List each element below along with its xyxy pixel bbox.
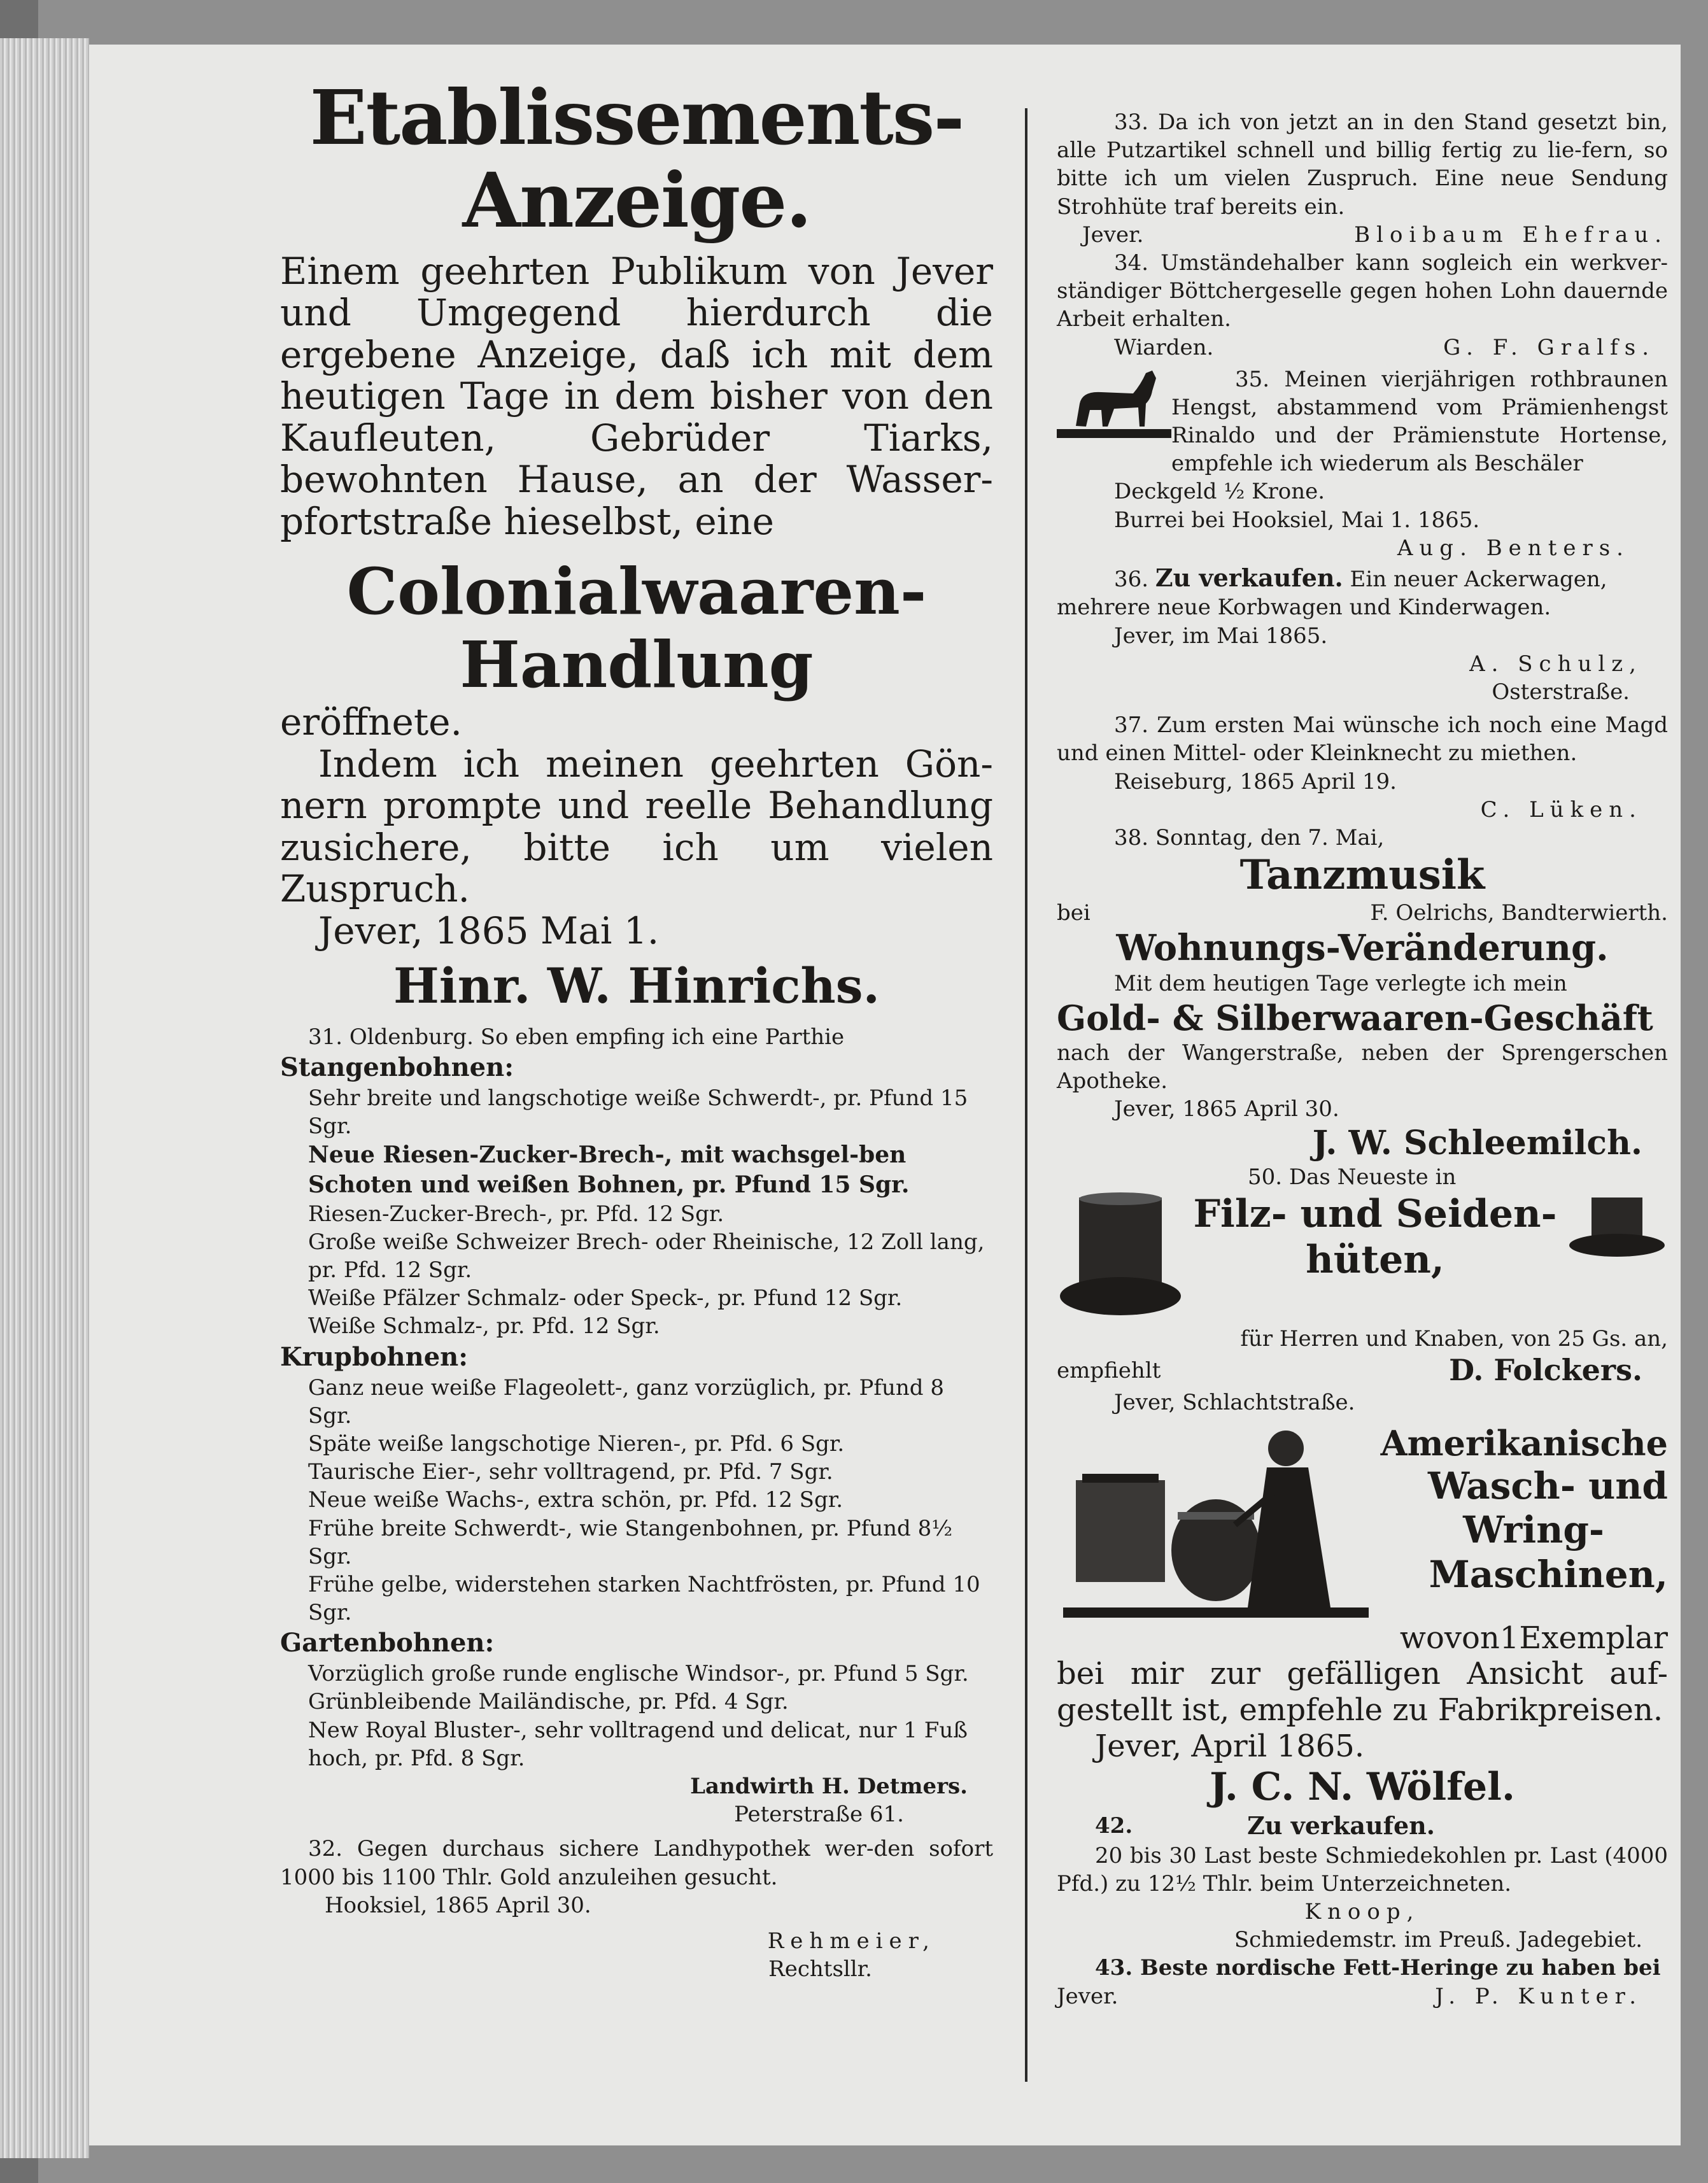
ad38-bei: bei (1057, 900, 1090, 926)
ad37-place: Reiseburg, 1865 April 19. (1114, 768, 1397, 795)
ad36-text: Ein neuer Ackerwagen, mehrere neue Korbwagen und Kinderwagen. (1057, 567, 1607, 621)
opened-text: eröffnete. (280, 700, 462, 744)
ad35-signature: Aug. Benters. (1397, 535, 1630, 561)
ad35-text: 35. Meinen vierjährigen rothbraunen Hengst, abstammend vom Prämienhengst Rinaldo und der Prämienstute Hortense, empfehle ich wiederum als Beschäler (1171, 366, 1668, 477)
establishment-signature: Hinr. W. Hinrichs. (393, 957, 880, 1014)
washing-machine-illustration (1057, 1423, 1375, 1620)
ad42-signature: Knoop, (1304, 1899, 1420, 1925)
ad50-place: Jever, Schlachtstraße. (1114, 1389, 1355, 1415)
wv-business: Gold- & Silberwaaren-Geschäft (1057, 998, 1653, 1039)
ad50-signature: D. Folckers. (1449, 1353, 1642, 1388)
stangen-item: Sehr breite und langschotige weiße Schwerdt-, pr. Pfund 15 Sgr. (308, 1085, 968, 1139)
ad50-headline2: hüten, (1306, 1238, 1444, 1283)
ad32-title: Rechtsllr. (768, 1956, 872, 1982)
stangen-item: Große weiße Schweizer Brech- oder Rheinische, 12 Zoll lang, pr. Pfd. 12 Sgr. (308, 1229, 985, 1283)
ad32-text: 32. Gegen durchaus sichere Landhypothek wer-den sofort 1000 bis 1100 Thlr. Gold anzuleihen gesucht. (280, 1836, 993, 1890)
ad50-empfiehlt: empfiehlt (1057, 1357, 1161, 1383)
ad36-signature: A. Schulz, (1469, 651, 1642, 677)
ad42-number: 42. (1095, 1812, 1133, 1839)
krup-item: Späte weiße langschotige Nieren-, pr. Pfd. 6 Sgr. (308, 1431, 845, 1457)
column-divider (1025, 108, 1027, 2082)
ad32-place: Hooksiel, 1865 April 30. (325, 1892, 591, 1918)
top-hat-icon (1057, 1191, 1184, 1325)
ad43-text: 43. Beste nordische Fett-Heringe zu haben bei (1095, 1955, 1661, 1981)
ad38-tanzmusik: Tanzmusik (1239, 851, 1485, 900)
krup-item: Frühe breite Schwerdt-, wie Stangenbohnen, pr. Pfund 8½ Sgr. (308, 1515, 953, 1569)
ad36-text-line (1057, 562, 1668, 622)
promise-text: Indem ich meinen geehrten Gön-nern prompte und reelle Behandlung zusichere, bitte ich um vielen Zuspruch. (280, 742, 993, 911)
krup-item: Frühe gelbe, widerstehen starken Nachtfrösten, pr. Pfund 10 Sgr. (308, 1571, 980, 1626)
wv-signature: J. W. Schleemilch. (1312, 1123, 1642, 1162)
ad38-text: 38. Sonntag, den 7. Mai, (1114, 824, 1385, 851)
wring-line1: Amerikanische (1380, 1422, 1668, 1464)
ad37-text: 37. Zum ersten Mai wünsche ich noch eine Magd und einen Mittel- oder Kleinknecht zu miethen. (1057, 712, 1668, 767)
wring-text: bei mir zur gefälligen Ansicht auf-gestellt ist, empfehle zu Fabrikpreisen. (1057, 1656, 1668, 1728)
krup-item: Ganz neue weiße Flageolett-, ganz vorzüglich, pr. Pfund 8 Sgr. (308, 1374, 944, 1429)
ad33-place: Jever. (1082, 222, 1144, 248)
heading-gartenbohnen: Gartenbohnen: (280, 1628, 495, 1658)
wring-signature: J. C. N. Wölfel. (1210, 1765, 1515, 1810)
wring-line5: wovon1Exemplar (1399, 1620, 1668, 1656)
ad50-headline1: Filz- und Seiden- (1193, 1192, 1557, 1237)
right-column (1057, 108, 1668, 2010)
small-hat-icon (1566, 1191, 1668, 1268)
establishment-date: Jever, 1865 Mai 1. (318, 908, 660, 952)
ad35-fee: Deckgeld ½ Krone. (1114, 479, 1325, 505)
ad35-place: Burrei bei Hooksiel, Mai 1. 1865. (1114, 507, 1480, 533)
wring-place: Jever, April 1865. (1095, 1728, 1365, 1764)
shop-name-line1: Colonialwaaren- (346, 554, 927, 630)
ad36-number: 36. (1114, 567, 1149, 592)
establishment-intro: Einem geehrten Publikum von Jever und Umgegend hierdurch die ergebene Anzeige, daß ich mit dem heutigen Tage in dem bisher von den Kaufleuten, Gebrüder Tiarks, bewohnten Hause, an der Wasser-pfortstraße hieselbst, eine (280, 249, 993, 543)
ad33-signature: Bloibaum Ehefrau. (1354, 222, 1668, 248)
krup-item: Taurische Eier-, sehr volltragend, pr. Pfd. 7 Sgr. (308, 1459, 833, 1485)
stangen-item: Neue Riesen-Zucker-Brech-, mit wachsgel-ben Schoten und weißen Bohnen, pr. Pfund 15 Sgr. (308, 1141, 910, 1198)
wv-heading: Wohnungs-Veränderung. (1116, 926, 1609, 969)
garten-item: Grünbleibende Mailändische, pr. Pfd. 4 Sgr. (308, 1689, 789, 1715)
ad42-address: Schmiedemstr. im Preuß. Jadegebiet. (1234, 1927, 1642, 1953)
stangen-item: Weiße Pfälzer Schmalz- oder Speck-, pr. Pfund 12 Sgr. (308, 1285, 903, 1311)
horse-icon (1057, 365, 1171, 442)
wring-line2: Wasch- und (1428, 1464, 1668, 1508)
ad34-place: Wiarden. (1114, 334, 1214, 360)
ad42-heading: Zu verkaufen. (1247, 1811, 1435, 1840)
ad31-intro: 31. Oldenburg. So eben empfing ich eine Parthie (308, 1024, 845, 1050)
ad37-signature: C. Lüken. (1480, 796, 1642, 823)
ad31-signature: Landwirth H. Detmers. (690, 1774, 968, 1800)
ad38-signature: F. Oelrichs, Bandterwierth. (1370, 900, 1668, 926)
ad36-place: Jever, im Mai 1865. (1114, 623, 1328, 649)
ad34-signature: G. F. Gralfs. (1443, 334, 1655, 360)
heading-stangenbohnen: Stangenbohnen: (280, 1052, 514, 1082)
stangen-item: Weiße Schmalz-, pr. Pfd. 12 Sgr. (308, 1313, 660, 1339)
ad36-heading: Zu verkaufen. (1155, 563, 1343, 592)
stangen-item: Riesen-Zucker-Brech-, pr. Pfd. 12 Sgr. (308, 1201, 724, 1227)
ad50-description: für Herren und Knaben, von 25 Gs. an, (1240, 1326, 1668, 1352)
krup-item: Neue weiße Wachs-, extra schön, pr. Pfd. 12 Sgr. (308, 1487, 843, 1513)
ad50-text: 50. Das Neueste in (1248, 1164, 1457, 1190)
wv-place: Jever, 1865 April 30. (1114, 1096, 1339, 1122)
garten-item: New Royal Bluster-, sehr volltragend und delicat, nur 1 Fuß hoch, pr. Pfd. 8 Sgr. (308, 1717, 968, 1771)
wring-line3: Wring- (1463, 1508, 1604, 1552)
ad31-address: Peterstraße 61. (734, 1802, 904, 1828)
left-column (280, 73, 993, 1983)
heading-krupbohnen: Krupbohnen: (280, 1341, 468, 1372)
ad42-text: 20 bis 30 Last beste Schmiedekohlen pr. Last (4000 Pfd.) zu 12½ Thlr. beim Unterzeichneten. (1057, 1842, 1668, 1897)
ad33-text: 33. Da ich von jetzt an in den Stand gesetzt bin, alle Putzartikel schnell und billig fertig zu lie-fern, so bitte ich um vielen Zuspruch. Eine neue Sendung Strohhüte traf bereits ein. (1057, 110, 1668, 220)
shop-name-line2: Handlung (460, 627, 814, 703)
ad34-text: 34. Umständehalber kann sogleich ein werkver-ständiger Böttchergeselle gegen hohen Lohn dauernde Arbeit erhalten. (1057, 250, 1668, 332)
garten-item: Vorzüglich große runde englische Windsor-, pr. Pfund 5 Sgr. (308, 1661, 969, 1687)
ad43-place: Jever. (1057, 1983, 1119, 2009)
wring-line4: Maschinen, (1429, 1552, 1668, 1596)
ad36-address: Osterstraße. (1492, 679, 1630, 705)
establishment-title: Etablissements-Anzeige. (309, 73, 964, 244)
page-edges (0, 38, 89, 2158)
ad32-signature: Rehmeier, (767, 1928, 936, 1954)
wv-text2: nach der Wangerstraße, neben der Sprengerschen Apotheke. (1057, 1040, 1668, 1094)
ad43-signature: J. P. Kunter. (1435, 1983, 1642, 2009)
wv-text1: Mit dem heutigen Tage verlegte ich mein (1114, 971, 1567, 997)
